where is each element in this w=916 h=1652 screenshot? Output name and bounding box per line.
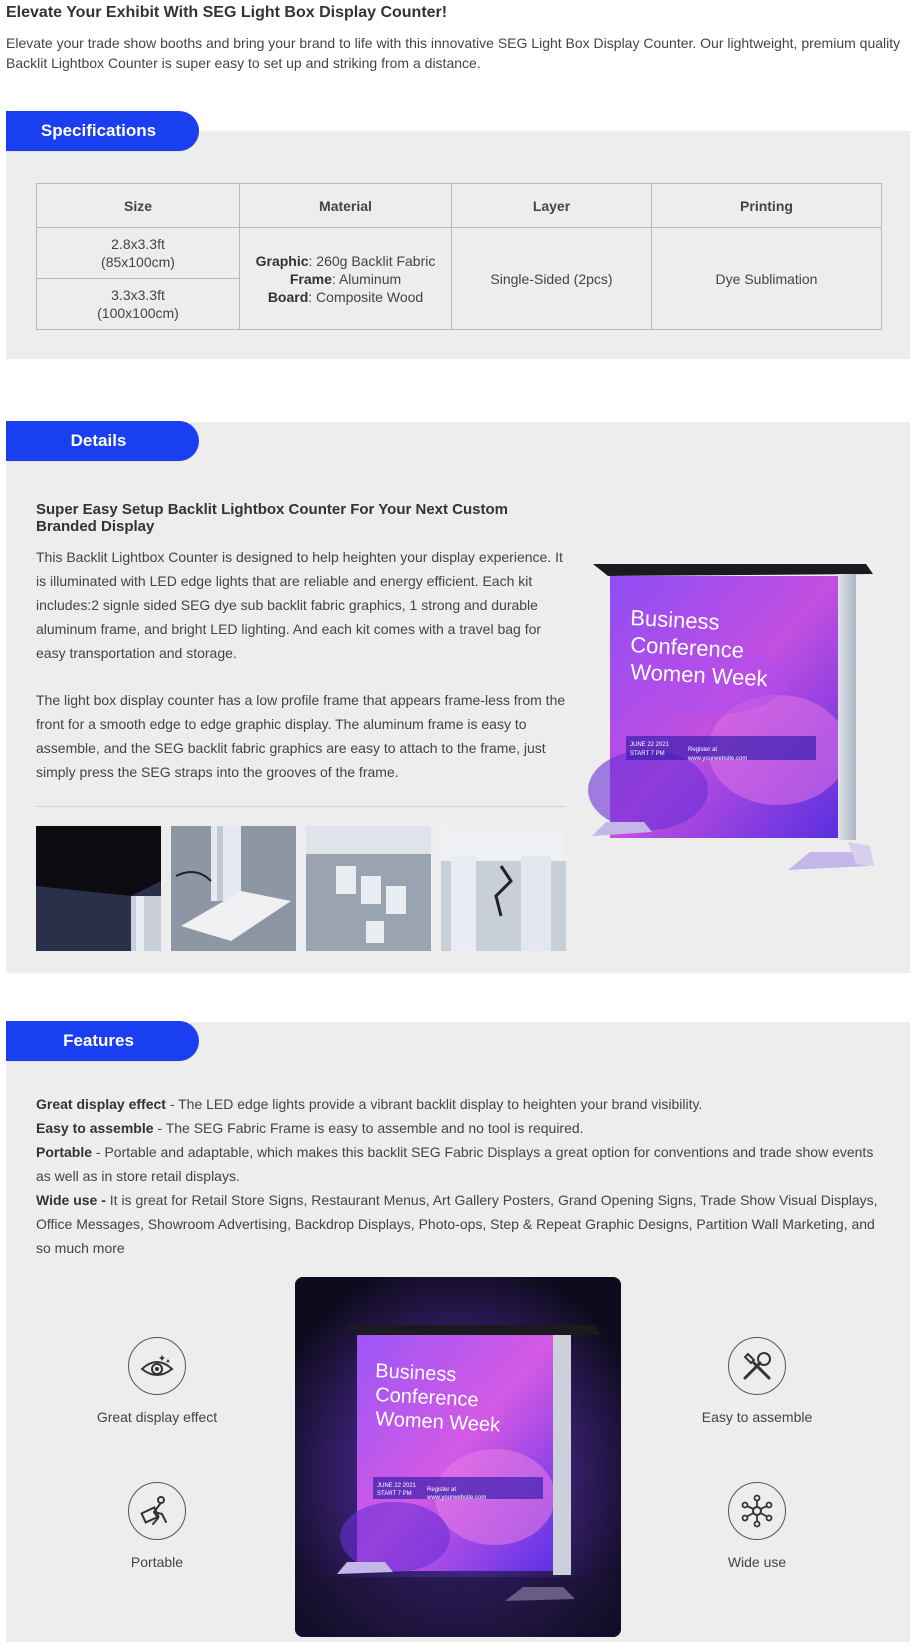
details-heading: Super Easy Setup Backlit Lightbox Counter For Your Next Custom Branded Display	[36, 501, 509, 535]
material-cell	[240, 228, 452, 330]
product-graphic-title-2: Conference	[629, 632, 745, 663]
details-paragraph-2: The light box display counter has a low profile frame that appears frame-less from the front for a smooth edge to edge graphic display. The aluminum frame is easy to assemble, and the SEG backlit fabric graphics are easy to attach to the frame, just simply press the SEG straps into the grooves of the frame.	[36, 692, 566, 780]
tab-features[interactable]	[6, 1021, 199, 1061]
list-item	[36, 1092, 886, 1116]
feature-text-3: - Portable and adaptable, which makes this backlit SEG Fabric Displays a great option for conventions and trade show events as well as in store retail displays.	[36, 1144, 874, 1184]
product-graphic-title-1: Business	[629, 605, 721, 635]
network-icon	[728, 1482, 786, 1540]
feature-term-4: Wide use -	[36, 1192, 110, 1208]
product-graphic-date: JUNE 22 2021	[630, 742, 670, 748]
tab-specifications-label: Specifications	[40, 121, 157, 140]
carry-icon	[128, 1482, 186, 1540]
thumbnail-2[interactable]	[171, 826, 296, 951]
feature-easy-to-assemble	[657, 1337, 857, 1425]
product-graphic-title-3: Women Week	[629, 659, 769, 692]
feature-icon-label: Great display effect	[96, 1409, 218, 1425]
material-graphic-value: : 260g Backlit Fabric	[308, 252, 436, 269]
size-2-line2: (100x100cm)	[97, 305, 179, 321]
size-cell	[37, 228, 240, 279]
size-1-line2: (85x100cm)	[101, 254, 175, 270]
product-image	[588, 560, 878, 880]
feature-icon-label: Easy to assemble	[701, 1409, 813, 1425]
thumbnail-3[interactable]	[306, 826, 431, 951]
feature-graphic-site: www.yourwebsite.com	[427, 1495, 487, 1501]
feature-graphic-title-2: Conference	[374, 1384, 480, 1412]
feature-text-4: It is great for Retail Store Signs, Restaurant Menus, Art Gallery Posters, Grand Opening Signs, Trade Show Visual Displays, Office Messages, Showroom Advertising, Backdrop Displays, Photo-ops, Step & Repeat Graphic Designs, Partition Wall Marketing, and so much more	[36, 1192, 878, 1256]
feature-portable	[57, 1482, 257, 1570]
list-item	[36, 1188, 886, 1260]
material-frame-value: : Aluminum	[331, 270, 402, 287]
feature-text-2: - The SEG Fabric Frame is easy to assemble and no tool is required.	[153, 1120, 584, 1136]
list-item	[36, 1140, 886, 1188]
page-title: Elevate Your Exhibit With SEG Light Box Display Counter!	[6, 4, 448, 21]
column-header-material: Material	[240, 184, 452, 228]
column-header-printing: Printing	[652, 184, 882, 228]
tab-details-label: Details	[70, 431, 127, 450]
eye-sparkle-icon	[128, 1337, 186, 1395]
list-item	[36, 1116, 886, 1140]
feature-graphic-title-3: Women Week	[374, 1408, 501, 1437]
feature-graphic-date: JUNE 22 2021	[377, 1483, 417, 1489]
material-board-value: : Composite Wood	[308, 288, 424, 305]
material-frame-key: Frame	[289, 270, 332, 287]
divider	[36, 806, 566, 807]
feature-icon-label: Wide use	[727, 1554, 787, 1570]
thumbnail-1[interactable]	[36, 826, 161, 951]
column-header-layer: Layer	[452, 184, 652, 228]
table-row	[37, 228, 882, 279]
product-graphic-register: Register at	[688, 747, 718, 753]
product-graphic-time: START 7 PM	[630, 751, 665, 757]
material-graphic-key: Graphic	[255, 252, 309, 269]
feature-term-2: Easy to assemble	[36, 1120, 154, 1136]
tab-specifications[interactable]	[6, 111, 199, 151]
size-2-line1: 3.3x3.3ft	[111, 287, 165, 303]
feature-term-3: Portable	[36, 1144, 93, 1160]
details-paragraph-1: This Backlit Lightbox Counter is designed to help heighten your display experience. It is illuminated with LED edge lights that are reliable and energy efficient. Each kit includes:2 signle sided SEG dye sub backlit fabric graphics, 1 strong and durable aluminum frame, and bright LED lighting. And each kit comes with a travel bag for easy transportation and storage.	[36, 549, 563, 661]
feature-graphic-time: START 7 PM	[377, 1491, 412, 1497]
table-header-row	[37, 184, 882, 228]
printing-cell: Dye Sublimation	[652, 228, 882, 330]
intro-text: Elevate your trade show booths and bring your brand to life with this innovative SEG Light Box Display Counter. Our lightweight, premium quality Backlit Lightbox Counter is super easy to set up and striking from a distance.	[6, 35, 901, 71]
feature-great-display-effect	[57, 1337, 257, 1425]
thumbnail-4[interactable]	[441, 826, 566, 951]
material-board-key: Board	[267, 288, 309, 305]
column-header-size: Size	[37, 184, 240, 228]
tab-features-label: Features	[63, 1031, 134, 1050]
feature-term-1: Great display effect	[36, 1096, 166, 1112]
features-list	[36, 1092, 886, 1260]
feature-wide-use	[657, 1482, 857, 1570]
tools-icon	[728, 1337, 786, 1395]
size-cell	[37, 279, 240, 330]
feature-text-1: - The LED edge lights provide a vibrant backlit display to heighten your brand visibility.	[165, 1096, 703, 1112]
layer-cell: Single-Sided (2pcs)	[452, 228, 652, 330]
specifications-table	[36, 183, 882, 330]
feature-product-photo	[295, 1277, 621, 1637]
tab-details[interactable]	[6, 421, 199, 461]
feature-graphic-register: Register at	[427, 1487, 457, 1493]
size-1-line1: 2.8x3.3ft	[111, 236, 165, 252]
feature-icon-label: Portable	[130, 1554, 184, 1570]
feature-graphic-title-1: Business	[374, 1360, 457, 1387]
product-graphic-site: www.yourwebsite.com	[688, 756, 748, 762]
